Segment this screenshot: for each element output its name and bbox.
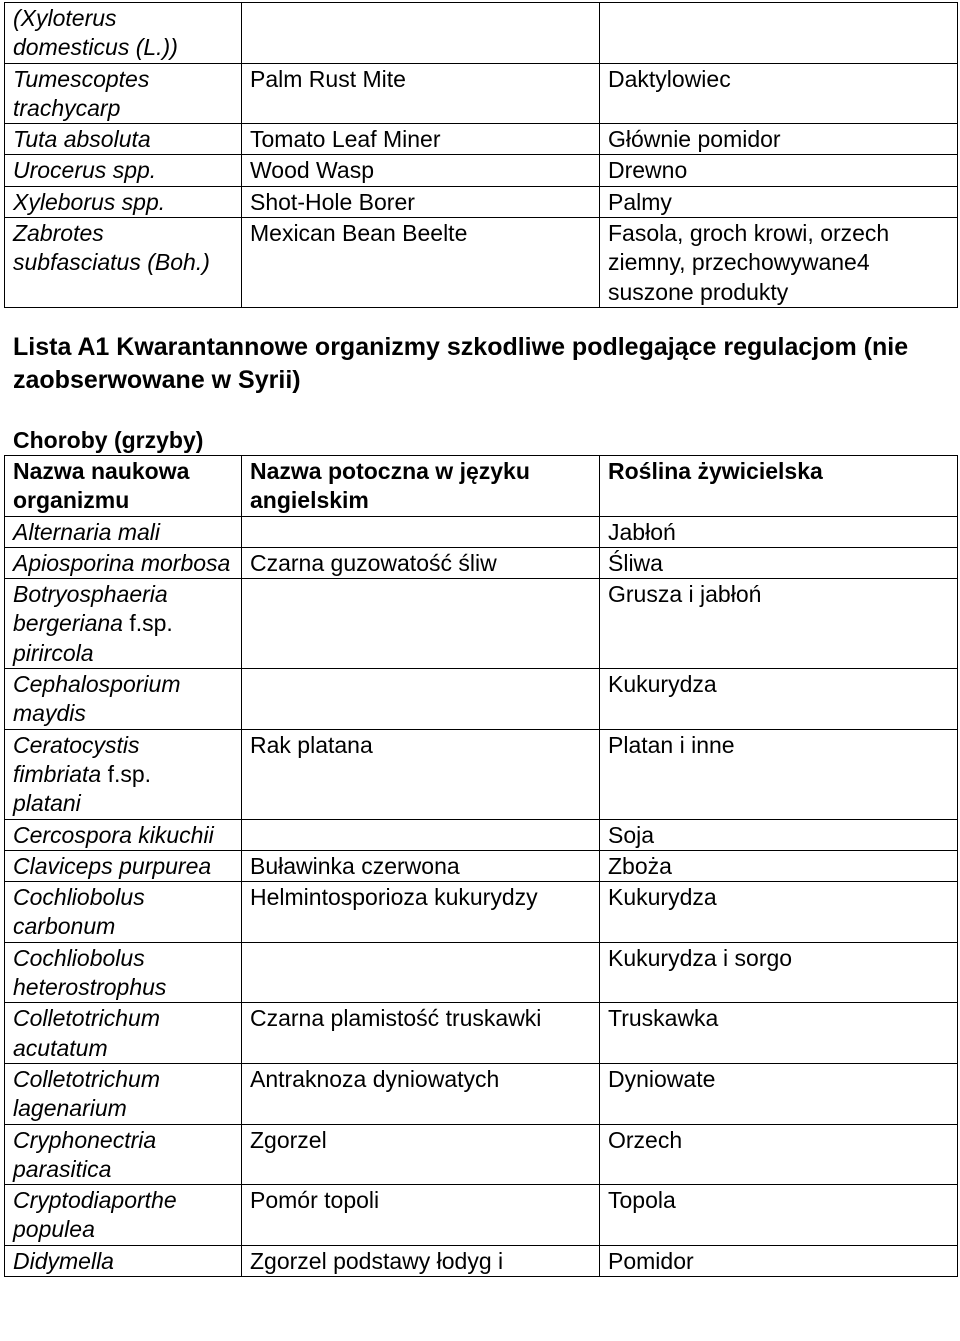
table-row bbox=[5, 669, 958, 730]
host-plant-cell: Topola bbox=[600, 1185, 958, 1246]
common-name-cell: Buławinka czerwona bbox=[242, 850, 600, 881]
scientific-name-cell bbox=[5, 729, 242, 819]
scientific-name-cell: Xyleborus spp. bbox=[5, 186, 242, 217]
host-plant-cell: Fasola, groch krowi, orzech ziemny, przechowywane4 suszone produkty bbox=[600, 218, 958, 308]
scientific-name-cell: Cryptodiaporthe populea bbox=[5, 1185, 242, 1246]
table-row bbox=[5, 1063, 958, 1124]
host-plant-cell bbox=[600, 3, 958, 64]
host-plant-cell: Truskawka bbox=[600, 1003, 958, 1064]
table-row bbox=[5, 1185, 958, 1246]
table-row bbox=[5, 516, 958, 547]
scientific-name-cell: Apiosporina morbosa bbox=[5, 547, 242, 578]
table-row bbox=[5, 729, 958, 819]
scientific-name-cell: Tuta absoluta bbox=[5, 124, 242, 155]
table-row bbox=[5, 1003, 958, 1064]
scientific-name-cell bbox=[5, 579, 242, 669]
section-heading: Lista A1 Kwarantannowe organizmy szkodliwe podlegające regulacjom (nie zaobserwowane w Syrii) bbox=[13, 333, 909, 394]
scientific-name: Ceratocystis fimbriata bbox=[13, 731, 140, 787]
common-name-cell: Zgorzel podstawy łodyg i bbox=[242, 1245, 600, 1276]
table-row bbox=[5, 942, 958, 1003]
common-name-cell: Czarna plamistość truskawki bbox=[242, 1003, 600, 1064]
host-plant-cell: Kukurydza bbox=[600, 882, 958, 943]
common-name-cell: Antraknoza dyniowatych bbox=[242, 1063, 600, 1124]
table-row bbox=[5, 850, 958, 881]
column-header: Roślina żywicielska bbox=[600, 456, 958, 517]
host-plant-cell: Głównie pomidor bbox=[600, 124, 958, 155]
table-row bbox=[5, 819, 958, 850]
scientific-name-cell: Cercospora kikuchii bbox=[5, 819, 242, 850]
common-name-cell bbox=[242, 3, 600, 64]
scientific-name-cell: Cochliobolus carbonum bbox=[5, 882, 242, 943]
table-row bbox=[5, 186, 958, 217]
column-header: Nazwa potoczna w języku angielskim bbox=[242, 456, 600, 517]
table-row bbox=[5, 124, 958, 155]
category-heading: Choroby (grzyby) bbox=[13, 427, 204, 453]
common-name-cell: Rak platana bbox=[242, 729, 600, 819]
host-plant-cell: Zboża bbox=[600, 850, 958, 881]
common-name-cell: Tomato Leaf Miner bbox=[242, 124, 600, 155]
common-name-cell bbox=[242, 669, 600, 730]
scientific-name-cell: Colletotrichum acutatum bbox=[5, 1003, 242, 1064]
table-row bbox=[5, 1124, 958, 1185]
forma-specialis-label: f.sp. bbox=[101, 760, 152, 787]
scientific-name-cell: Cephalosporium maydis bbox=[5, 669, 242, 730]
common-name-cell: Pomór topoli bbox=[242, 1185, 600, 1246]
host-plant-cell: Soja bbox=[600, 819, 958, 850]
scientific-name-cell: Zabrotes subfasciatus (Boh.) bbox=[5, 218, 242, 308]
table-header-row bbox=[5, 456, 958, 517]
common-name-cell: Shot-Hole Borer bbox=[242, 186, 600, 217]
common-name-cell: Helmintosporioza kukurydzy bbox=[242, 882, 600, 943]
scientific-name: Botryosphaeria bergeriana bbox=[13, 581, 168, 637]
scientific-name-cell: Tumescoptes trachycarp bbox=[5, 63, 242, 124]
table-row bbox=[5, 882, 958, 943]
scientific-name-cell: (Xyloterus domesticus (L.)) bbox=[5, 3, 242, 64]
table-row bbox=[5, 218, 958, 308]
host-plant-cell: Pomidor bbox=[600, 1245, 958, 1276]
table-row bbox=[5, 547, 958, 578]
table-row bbox=[5, 579, 958, 669]
column-header: Nazwa naukowa organizmu bbox=[5, 456, 242, 517]
host-plant-cell: Palmy bbox=[600, 186, 958, 217]
host-plant-cell: Jabłoń bbox=[600, 516, 958, 547]
host-plant-cell: Śliwa bbox=[600, 547, 958, 578]
host-plant-cell: Kukurydza i sorgo bbox=[600, 942, 958, 1003]
common-name-cell bbox=[242, 819, 600, 850]
quarantine-fungi-table bbox=[4, 455, 958, 1277]
table-row bbox=[5, 3, 958, 64]
common-name-cell bbox=[242, 579, 600, 669]
table-row bbox=[5, 155, 958, 186]
host-plant-cell: Daktylowiec bbox=[600, 63, 958, 124]
scientific-name-cell: Didymella bbox=[5, 1245, 242, 1276]
host-plant-cell: Platan i inne bbox=[600, 729, 958, 819]
host-plant-cell: Grusza i jabłoń bbox=[600, 579, 958, 669]
table-row bbox=[5, 1245, 958, 1276]
host-plant-cell: Orzech bbox=[600, 1124, 958, 1185]
common-name-cell bbox=[242, 942, 600, 1003]
scientific-name-cell: Claviceps purpurea bbox=[5, 850, 242, 881]
host-plant-cell: Kukurydza bbox=[600, 669, 958, 730]
scientific-name-cell: Cryphonectria parasitica bbox=[5, 1124, 242, 1185]
scientific-name-cell: Colletotrichum lagenarium bbox=[5, 1063, 242, 1124]
forma-specialis-name: platani bbox=[13, 790, 81, 817]
scientific-name-cell: Urocerus spp. bbox=[5, 155, 242, 186]
common-name-cell: Wood Wasp bbox=[242, 155, 600, 186]
host-plant-cell: Drewno bbox=[600, 155, 958, 186]
common-name-cell: Czarna guzowatość śliw bbox=[242, 547, 600, 578]
forma-specialis-label: f.sp. bbox=[122, 610, 173, 637]
common-name-cell: Zgorzel bbox=[242, 1124, 600, 1185]
common-name-cell: Palm Rust Mite bbox=[242, 63, 600, 124]
forma-specialis-name: pirircola bbox=[13, 639, 94, 666]
host-plant-cell: Dyniowate bbox=[600, 1063, 958, 1124]
common-name-cell bbox=[242, 516, 600, 547]
common-name-cell: Mexican Bean Beelte bbox=[242, 218, 600, 308]
top-pest-table bbox=[4, 2, 958, 308]
scientific-name-cell: Alternaria mali bbox=[5, 516, 242, 547]
table-row bbox=[5, 63, 958, 124]
scientific-name-cell: Cochliobolus heterostrophus bbox=[5, 942, 242, 1003]
